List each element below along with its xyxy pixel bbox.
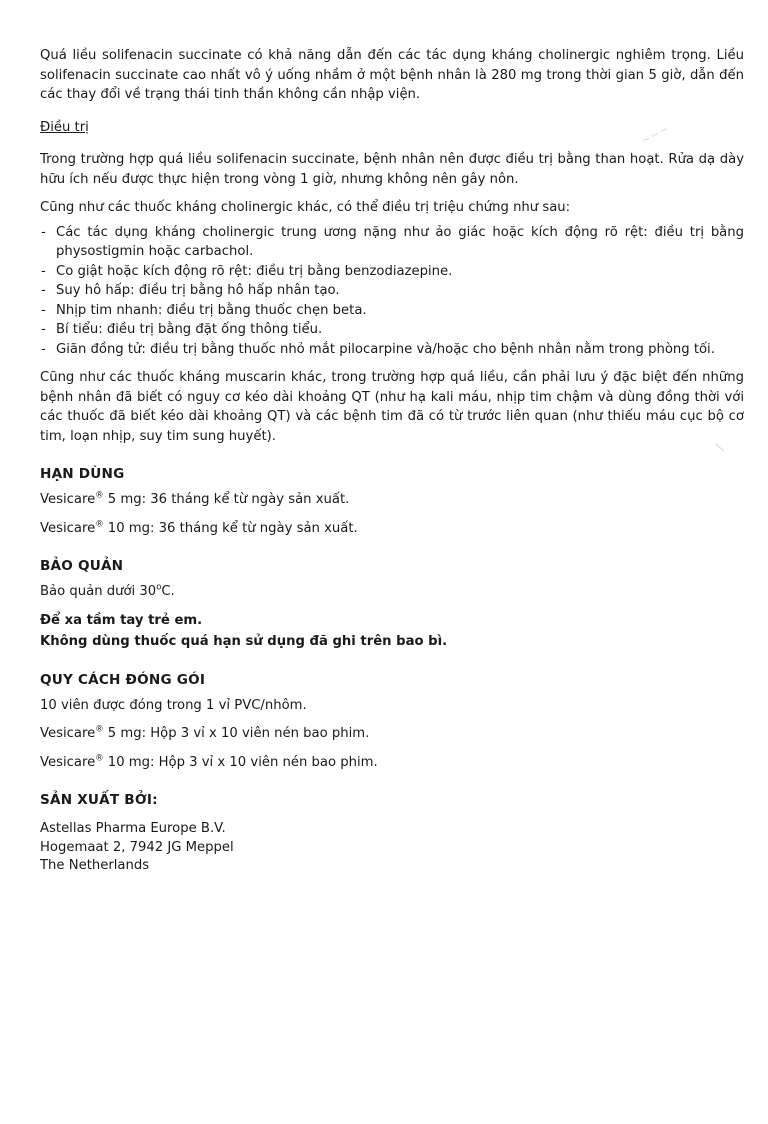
shelf-life-detail: 10 mg: 36 tháng kể từ ngày sản xuất.	[103, 520, 358, 536]
overdose-paragraph-1: Quá liều solifenacin succinate có khả năng dẫn đến các tác dụng kháng cholinergic nghiêm trọng. Liều solifenacin succinate cao nhất vô ý uống nhầm ở một bệnh nhân là 280 mg trong thời gian 5 giờ, dẫn đến các thay đổi về trạng thái tinh thần không cần nhập viện.	[40, 48, 744, 102]
section-heading-manufacturer: SẢN XUẤT BỞI:	[40, 792, 158, 808]
list-item-text: Bí tiểu: điều trị bằng đặt ống thông tiểu.	[56, 322, 323, 337]
section-heading-packaging: QUY CÁCH ĐÓNG GÓI	[40, 671, 206, 688]
overdose-paragraph-3: Cũng như các thuốc kháng cholinergic khác, có thể điều trị triệu chứng như sau:	[40, 200, 571, 215]
section-heading-storage: BẢO QUẢN	[40, 558, 124, 574]
list-item	[40, 340, 744, 360]
manufacturer-country: The Netherlands	[40, 858, 150, 873]
registered-mark-icon: ®	[95, 752, 104, 763]
packaging-line-5mg	[40, 724, 744, 744]
dash-bullet-icon: -	[41, 263, 46, 279]
list-item	[40, 301, 744, 321]
registered-mark-icon: ®	[95, 723, 104, 734]
storage-text: Bảo quản dưới 30	[40, 584, 157, 599]
packaging-detail: 10 mg: Hộp 3 vỉ x 10 viên nén bao phim.	[103, 754, 378, 770]
treatment-heading-wrap	[40, 114, 744, 145]
dash-bullet-icon: -	[41, 283, 46, 298]
storage-warning-children: Để xa tầm tay trẻ em.	[40, 612, 203, 628]
packaging-line-10mg	[40, 753, 744, 773]
product-name: Vesicare	[40, 492, 96, 507]
list-item-text: Các tác dụng kháng cholinergic trung ương nặng như ảo giác hoặc kích động rõ rệt: điều trị bằng physostigmin hoặc carbachol.	[56, 224, 744, 259]
manufacturer-street: Hogemaat 2, 7942 JG Meppel	[40, 839, 234, 855]
manufacturer-name: Astellas Pharma Europe B.V.	[40, 821, 226, 836]
list-item	[40, 223, 744, 262]
storage-unit: C.	[161, 584, 175, 599]
dash-bullet-icon: -	[41, 341, 46, 357]
registered-mark-icon: ®	[95, 518, 104, 529]
product-name: Vesicare	[40, 520, 96, 536]
shelf-life-line-5mg	[40, 490, 744, 510]
list-item-text: Co giật hoặc kích động rõ rệt: điều trị bằng benzodiazepine.	[56, 263, 453, 279]
shelf-life-line-10mg	[40, 519, 744, 539]
list-item	[40, 281, 744, 301]
overdose-paragraph-2: Trong trường hợp quá liều solifenacin succinate, bệnh nhân nên được điều trị bằng than hoạt. Rửa dạ dày hữu ích nếu được thực hiện trong vòng 1 giờ, nhưng không nên gây nôn.	[40, 152, 744, 187]
manufacturer-address-block	[40, 820, 744, 875]
dash-bullet-icon: -	[41, 322, 46, 337]
storage-warning-expiry: Không dùng thuốc quá hạn sử dụng đã ghi trên bao bì.	[40, 634, 448, 649]
scan-artifact-2: /	[712, 442, 728, 453]
degree-icon: o	[156, 581, 162, 592]
list-item	[40, 320, 744, 340]
symptom-treatment-list	[40, 223, 744, 360]
list-item	[40, 262, 744, 282]
list-item-text: Giãn đồng tử: điều trị bằng thuốc nhỏ mắt pilocarpine và/hoặc cho bệnh nhân nằm trong phòng tối.	[56, 341, 715, 357]
overdose-paragraph-4: Cũng như các thuốc kháng muscarin khác, trong trường hợp quá liều, cần phải lưu ý đặc biệt đến những bệnh nhân đã biết có nguy cơ kéo dài khoảng QT (như hạ kali máu, nhịp tim chậm và dùng đồng thời với các thuốc đã biết kéo dài khoảng QT) và các bệnh tim đã có từ trước liên quan (như thiếu máu cục bộ cơ tim, loạn nhịp, suy tim sung huyết).	[40, 370, 744, 444]
scan-artifact-1: ~~~	[638, 121, 672, 148]
list-item-text: Suy hô hấp: điều trị bằng hô hấp nhân tạo.	[56, 283, 340, 298]
list-item-text: Nhịp tim nhanh: điều trị bằng thuốc chẹn beta.	[56, 302, 367, 318]
packaging-detail: 5 mg: Hộp 3 vỉ x 10 viên nén bao phim.	[103, 726, 370, 741]
registered-mark-icon: ®	[95, 489, 104, 500]
dash-bullet-icon: -	[41, 224, 46, 240]
shelf-life-detail: 5 mg: 36 tháng kể từ ngày sản xuất.	[103, 492, 350, 507]
dash-bullet-icon: -	[41, 302, 46, 318]
product-name: Vesicare	[40, 726, 96, 741]
treatment-heading: Điều trị	[40, 119, 89, 135]
document-body	[40, 46, 744, 876]
product-name: Vesicare	[40, 754, 96, 770]
packaging-blister: 10 viên được đóng trong 1 vỉ PVC/nhôm.	[40, 697, 307, 713]
section-heading-shelf-life: HẠN DÙNG	[40, 466, 125, 482]
storage-temperature	[40, 582, 744, 602]
